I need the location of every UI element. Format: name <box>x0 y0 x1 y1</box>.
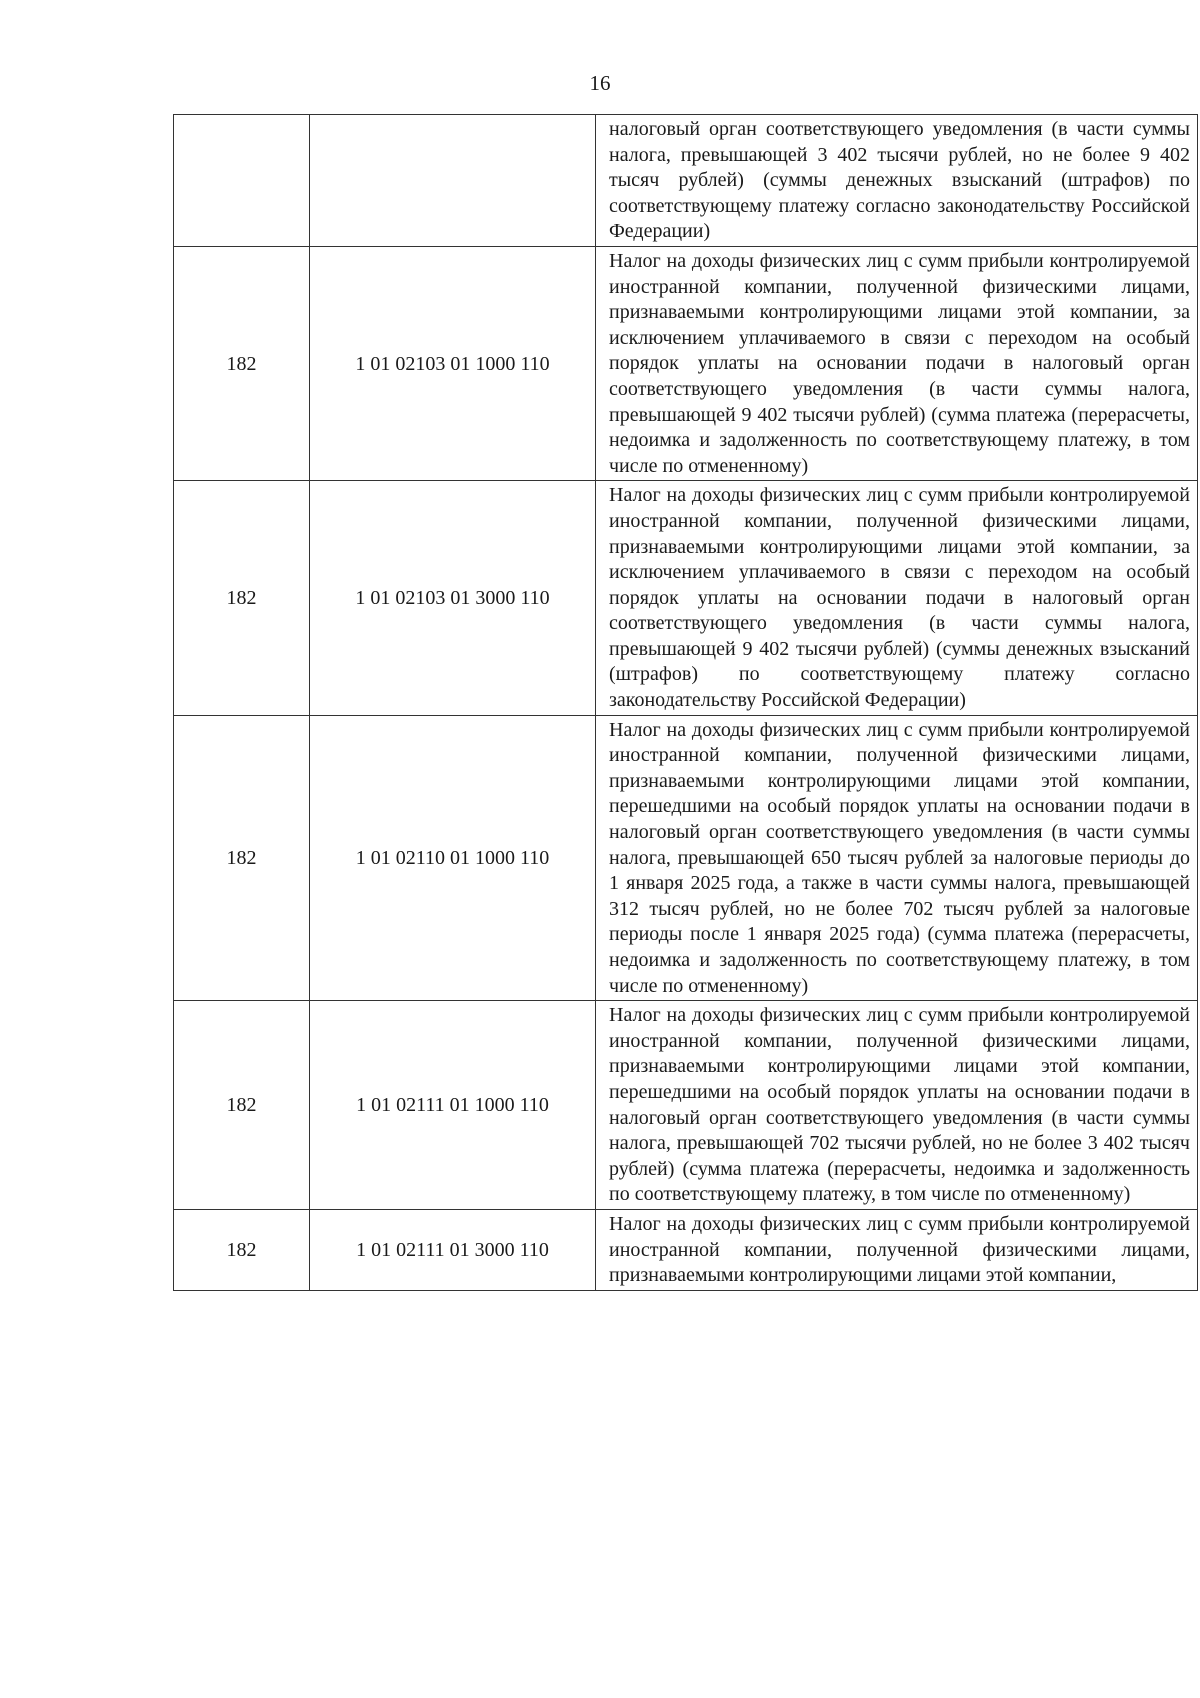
budget-codes-table <box>173 114 1198 1291</box>
admin-code-cell: 182 <box>174 715 310 1001</box>
admin-code-cell <box>174 115 310 247</box>
table-row <box>174 246 1198 480</box>
admin-code-cell: 182 <box>174 481 310 715</box>
description-text: Налог на доходы физических лиц с сумм прибыли контролируемой иностранной компании, полученной физическими лицами, признаваемыми контролирующими лицами этой компании, за исключением уплачиваемого в связи с переходом на особый порядок уплаты на основании подачи в налоговый орган соответствующего уведомления (в части суммы налога, превышающей 9 402 тысячи рублей) (сумма платежа (перерасчеты, недоимка и задолженность по соответствующему платежу, в том числе по отмененному) <box>609 249 1190 477</box>
description-cell <box>596 481 1198 715</box>
kbk-code-cell: 1 01 02110 01 1000 110 <box>310 715 596 1001</box>
description-text: Налог на доходы физических лиц с сумм прибыли контролируемой иностранной компании, полученной физическими лицами, признаваемыми контролирующими лицами этой компании, перешедшими на особый порядок уплаты на основании подачи в налоговый орган соответствующего уведомления (в части суммы налога, превышающей 702 тысячи рублей, но не более 3 402 тысяч рублей) (сумма платежа (перерасчеты, недоимка и задолженность по соответствующему платежу, в том числе по отмененному) <box>609 1004 1190 1206</box>
kbk-code-cell <box>310 115 596 247</box>
description-text: Налог на доходы физических лиц с сумм прибыли контролируемой иностранной компании, полученной физическими лицами, признаваемыми контролирующими лицами этой компании, за исключением уплачиваемого в связи с переходом на особый порядок уплаты на основании подачи в налоговый орган соответствующего уведомления (в части суммы налога, превышающей 9 402 тысячи рублей) (суммы денежных взысканий (штрафов) по соответствующему платежу согласно законодательству Российской Федерации) <box>609 484 1190 712</box>
table-row <box>174 481 1198 715</box>
table-row <box>174 1209 1198 1290</box>
kbk-code-cell: 1 01 02103 01 3000 110 <box>310 481 596 715</box>
description-cell <box>596 246 1198 480</box>
admin-code-cell: 182 <box>174 1001 310 1210</box>
description-text: Налог на доходы физических лиц с сумм прибыли контролируемой иностранной компании, полученной физическими лицами, признаваемыми контролирующими лицами этой компании, перешедшими на особый порядок уплаты на основании подачи в налоговый орган соответствующего уведомления (в части суммы налога, превышающей 650 тысяч рублей за налоговые периоды до 1 января 2025 года, а также в части суммы налога, превышающей 312 тысяч рублей, но не более 702 тысяч рублей за налоговые периоды после 1 января 2025 года) (сумма платежа (перерасчеты, недоимка и задолженность по соответствующему платежу, в том числе по отмененному) <box>609 718 1190 997</box>
description-text: налоговый орган соответствующего уведомления (в части суммы налога, превышающей 3 402 тысячи рублей, но не более 9 402 тысяч рублей) (суммы денежных взысканий (штрафов) по соответствующему платежу согласно законодательству Российской Федерации) <box>609 118 1190 243</box>
kbk-code-cell: 1 01 02103 01 1000 110 <box>310 246 596 480</box>
admin-code-cell: 182 <box>174 246 310 480</box>
kbk-code-cell: 1 01 02111 01 1000 110 <box>310 1001 596 1210</box>
description-text: Налог на доходы физических лиц с сумм прибыли контролируемой иностранной компании, полученной физическими лицами, признаваемыми контролирующими лицами этой компании, <box>609 1212 1190 1287</box>
admin-code-cell: 182 <box>174 1209 310 1290</box>
description-cell <box>596 1001 1198 1210</box>
page-number: 16 <box>589 71 611 95</box>
table-row <box>174 1001 1198 1210</box>
description-cell <box>596 715 1198 1001</box>
description-cell <box>596 1209 1198 1290</box>
table-row <box>174 115 1198 247</box>
table-row <box>174 715 1198 1001</box>
description-cell <box>596 115 1198 247</box>
kbk-code-cell: 1 01 02111 01 3000 110 <box>310 1209 596 1290</box>
